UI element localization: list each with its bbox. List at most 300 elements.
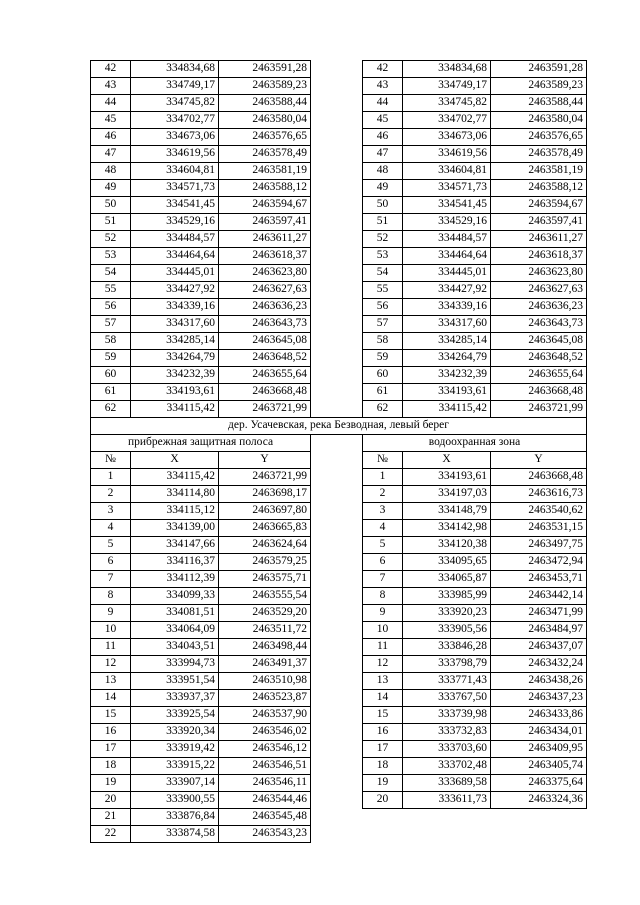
left-x-coordinate: 334427,92 <box>131 282 219 299</box>
right-y-coordinate: 2463497,75 <box>491 537 587 554</box>
gap-cell <box>311 758 363 775</box>
right-x-coordinate: 334834,68 <box>403 61 491 78</box>
right-y-coordinate: 2463578,49 <box>491 146 587 163</box>
right-point-number: 48 <box>363 163 403 180</box>
left-point-number: 13 <box>91 673 131 690</box>
right-x-coordinate: 334529,16 <box>403 214 491 231</box>
left-point-number: 11 <box>91 639 131 656</box>
left-x-coordinate: 333900,55 <box>131 792 219 809</box>
left-point-number: 9 <box>91 605 131 622</box>
left-point-number: 62 <box>91 401 131 418</box>
right-point-number: 47 <box>363 146 403 163</box>
table-row <box>91 146 587 163</box>
gap-cell <box>311 469 363 486</box>
left-y-coordinate: 2463655,64 <box>219 367 311 384</box>
left-x-coordinate: 333925,54 <box>131 707 219 724</box>
left-x-coordinate: 334115,12 <box>131 503 219 520</box>
right-point-number: 12 <box>363 656 403 673</box>
left-x-coordinate: 334064,09 <box>131 622 219 639</box>
table-row <box>91 673 587 690</box>
right-x-coordinate: 334264,79 <box>403 350 491 367</box>
left-x-coordinate: 334604,81 <box>131 163 219 180</box>
table-row <box>91 758 587 775</box>
right-x-coordinate: 333846,28 <box>403 639 491 656</box>
table-row <box>91 792 587 809</box>
table-row <box>91 350 587 367</box>
right-y-coordinate: 2463648,52 <box>491 350 587 367</box>
gap-cell <box>311 622 363 639</box>
right-point-number: 3 <box>363 503 403 520</box>
table-row <box>91 741 587 758</box>
table-row <box>91 639 587 656</box>
left-y-coordinate: 2463581,19 <box>219 163 311 180</box>
left-y-coordinate: 2463491,37 <box>219 656 311 673</box>
right-x-coordinate: 334148,79 <box>403 503 491 520</box>
right-point-number: 5 <box>363 537 403 554</box>
right-point-number: 57 <box>363 316 403 333</box>
section-header <box>91 418 587 469</box>
left-y-coordinate: 2463721,99 <box>219 469 311 486</box>
gap-cell <box>311 775 363 792</box>
table-row <box>91 622 587 639</box>
left-x-coordinate: 333920,34 <box>131 724 219 741</box>
left-y-coordinate: 2463588,12 <box>219 180 311 197</box>
left-point-number: 2 <box>91 486 131 503</box>
top-table-body <box>91 61 587 418</box>
left-x-coordinate: 334445,01 <box>131 265 219 282</box>
right-point-number: 51 <box>363 214 403 231</box>
right-x-coordinate: 334745,82 <box>403 95 491 112</box>
left-x-coordinate: 334115,42 <box>131 469 219 486</box>
right-col-y: Y <box>491 452 587 469</box>
left-col-no: № <box>91 452 131 469</box>
left-x-coordinate: 334571,73 <box>131 180 219 197</box>
right-x-coordinate: 333739,98 <box>403 707 491 724</box>
table-row <box>91 248 587 265</box>
left-y-coordinate: 2463624,64 <box>219 537 311 554</box>
right-x-coordinate: 334197,03 <box>403 486 491 503</box>
right-x-coordinate: 334427,92 <box>403 282 491 299</box>
right-y-coordinate: 2463616,73 <box>491 486 587 503</box>
right-col-x: X <box>403 452 491 469</box>
zone-heading-row <box>91 435 587 452</box>
table-row <box>91 554 587 571</box>
left-y-coordinate: 2463591,28 <box>219 61 311 78</box>
gap-cell <box>311 163 363 180</box>
right-y-coordinate: 2463405,74 <box>491 758 587 775</box>
left-x-coordinate: 334139,00 <box>131 520 219 537</box>
right-y-coordinate: 2463438,26 <box>491 673 587 690</box>
gap-cell <box>311 180 363 197</box>
right-point-number: 18 <box>363 758 403 775</box>
left-y-coordinate: 2463668,48 <box>219 384 311 401</box>
table-row <box>91 605 587 622</box>
right-x-coordinate: 334619,56 <box>403 146 491 163</box>
right-y-coordinate: 2463432,24 <box>491 656 587 673</box>
table-row <box>91 520 587 537</box>
gap-cell <box>311 826 363 843</box>
right-x-coordinate: 334193,61 <box>403 469 491 486</box>
right-y-coordinate <box>491 826 587 843</box>
gap-cell <box>311 520 363 537</box>
left-y-coordinate: 2463643,73 <box>219 316 311 333</box>
gap-cell <box>311 724 363 741</box>
left-x-coordinate: 334749,17 <box>131 78 219 95</box>
right-y-coordinate: 2463581,19 <box>491 163 587 180</box>
table-row <box>91 282 587 299</box>
left-x-coordinate: 334317,60 <box>131 316 219 333</box>
right-point-number: 1 <box>363 469 403 486</box>
table-row <box>91 112 587 129</box>
right-zone-heading: водоохранная зона <box>363 435 587 452</box>
left-x-coordinate: 334099,33 <box>131 588 219 605</box>
left-zone-heading: прибрежная защитная полоса <box>91 435 311 452</box>
right-point-number: 7 <box>363 571 403 588</box>
gap-cell <box>311 792 363 809</box>
left-y-coordinate: 2463698,17 <box>219 486 311 503</box>
left-y-coordinate: 2463546,02 <box>219 724 311 741</box>
table-row <box>91 214 587 231</box>
gap-cell <box>311 78 363 95</box>
left-y-coordinate: 2463498,44 <box>219 639 311 656</box>
table-row <box>91 588 587 605</box>
gap-cell <box>311 401 363 418</box>
table-row <box>91 61 587 78</box>
right-y-coordinate: 2463594,67 <box>491 197 587 214</box>
left-y-coordinate: 2463611,27 <box>219 231 311 248</box>
left-x-coordinate: 334702,77 <box>131 112 219 129</box>
table-row <box>91 724 587 741</box>
table-row <box>91 163 587 180</box>
right-y-coordinate: 2463623,80 <box>491 265 587 282</box>
right-y-coordinate: 2463471,99 <box>491 605 587 622</box>
gap-cell <box>311 537 363 554</box>
right-point-number: 20 <box>363 792 403 809</box>
right-y-coordinate: 2463721,99 <box>491 401 587 418</box>
right-point-number: 14 <box>363 690 403 707</box>
left-y-coordinate: 2463627,63 <box>219 282 311 299</box>
table-row <box>91 367 587 384</box>
left-x-coordinate: 334193,61 <box>131 384 219 401</box>
left-point-number: 16 <box>91 724 131 741</box>
left-point-number: 50 <box>91 197 131 214</box>
right-point-number: 8 <box>363 588 403 605</box>
right-y-coordinate: 2463433,86 <box>491 707 587 724</box>
gap-cell <box>311 95 363 112</box>
right-point-number: 54 <box>363 265 403 282</box>
right-y-coordinate: 2463437,23 <box>491 690 587 707</box>
left-point-number: 17 <box>91 741 131 758</box>
left-y-coordinate: 2463665,83 <box>219 520 311 537</box>
left-point-number: 51 <box>91 214 131 231</box>
right-y-coordinate: 2463324,36 <box>491 792 587 809</box>
right-point-number: 16 <box>363 724 403 741</box>
right-x-coordinate: 333771,43 <box>403 673 491 690</box>
left-y-coordinate: 2463597,41 <box>219 214 311 231</box>
left-col-x: X <box>131 452 219 469</box>
right-col-no: № <box>363 452 403 469</box>
right-y-coordinate: 2463580,04 <box>491 112 587 129</box>
right-point-number: 43 <box>363 78 403 95</box>
gap-cell <box>311 350 363 367</box>
left-point-number: 15 <box>91 707 131 724</box>
gap-cell <box>311 333 363 350</box>
left-point-number: 12 <box>91 656 131 673</box>
left-y-coordinate: 2463543,23 <box>219 826 311 843</box>
gap-cell <box>311 265 363 282</box>
left-x-coordinate: 334264,79 <box>131 350 219 367</box>
table-row <box>91 129 587 146</box>
table-row <box>91 316 587 333</box>
table-row <box>91 231 587 248</box>
left-y-coordinate: 2463523,87 <box>219 690 311 707</box>
coordinates-table <box>90 60 587 843</box>
left-x-coordinate: 334339,16 <box>131 299 219 316</box>
right-x-coordinate: 334232,39 <box>403 367 491 384</box>
table-row <box>91 78 587 95</box>
right-point-number: 61 <box>363 384 403 401</box>
left-y-coordinate: 2463579,25 <box>219 554 311 571</box>
left-y-coordinate: 2463546,12 <box>219 741 311 758</box>
right-x-coordinate: 334339,16 <box>403 299 491 316</box>
left-y-coordinate: 2463575,71 <box>219 571 311 588</box>
left-y-coordinate: 2463511,72 <box>219 622 311 639</box>
left-y-coordinate: 2463510,98 <box>219 673 311 690</box>
table-row <box>91 809 587 826</box>
gap-cell <box>311 435 363 452</box>
right-y-coordinate: 2463409,95 <box>491 741 587 758</box>
left-point-number: 1 <box>91 469 131 486</box>
left-y-coordinate: 2463578,49 <box>219 146 311 163</box>
table-row <box>91 775 587 792</box>
left-point-number: 21 <box>91 809 131 826</box>
right-x-coordinate <box>403 826 491 843</box>
right-x-coordinate: 333798,79 <box>403 656 491 673</box>
left-x-coordinate: 333876,84 <box>131 809 219 826</box>
gap-cell <box>311 146 363 163</box>
right-y-coordinate: 2463589,23 <box>491 78 587 95</box>
table-row <box>91 469 587 486</box>
left-point-number: 5 <box>91 537 131 554</box>
right-point-number: 58 <box>363 333 403 350</box>
gap-cell <box>311 809 363 826</box>
gap-cell <box>311 112 363 129</box>
left-point-number: 48 <box>91 163 131 180</box>
left-x-coordinate: 333919,42 <box>131 741 219 758</box>
left-point-number: 10 <box>91 622 131 639</box>
left-point-number: 49 <box>91 180 131 197</box>
gap-cell <box>311 299 363 316</box>
right-point-number <box>363 809 403 826</box>
right-y-coordinate: 2463588,44 <box>491 95 587 112</box>
left-y-coordinate: 2463544,46 <box>219 792 311 809</box>
gap-cell <box>311 384 363 401</box>
left-point-number: 53 <box>91 248 131 265</box>
gap-cell <box>311 554 363 571</box>
right-point-number: 6 <box>363 554 403 571</box>
right-x-coordinate: 334317,60 <box>403 316 491 333</box>
left-x-coordinate: 334116,37 <box>131 554 219 571</box>
gap-cell <box>311 707 363 724</box>
right-y-coordinate: 2463434,01 <box>491 724 587 741</box>
right-point-number: 13 <box>363 673 403 690</box>
left-point-number: 19 <box>91 775 131 792</box>
left-point-number: 4 <box>91 520 131 537</box>
left-x-coordinate: 333874,58 <box>131 826 219 843</box>
right-x-coordinate: 334193,61 <box>403 384 491 401</box>
left-y-coordinate: 2463594,67 <box>219 197 311 214</box>
left-point-number: 3 <box>91 503 131 520</box>
left-point-number: 55 <box>91 282 131 299</box>
section-title: дер. Усачевская, река Безводная, левый берег <box>91 418 587 435</box>
left-x-coordinate: 334619,56 <box>131 146 219 163</box>
left-y-coordinate: 2463645,08 <box>219 333 311 350</box>
right-x-coordinate: 333702,48 <box>403 758 491 775</box>
table-row <box>91 571 587 588</box>
right-point-number: 60 <box>363 367 403 384</box>
right-point-number: 44 <box>363 95 403 112</box>
right-x-coordinate: 333732,83 <box>403 724 491 741</box>
left-x-coordinate: 334115,42 <box>131 401 219 418</box>
right-point-number: 50 <box>363 197 403 214</box>
left-point-number: 54 <box>91 265 131 282</box>
right-x-coordinate: 334464,64 <box>403 248 491 265</box>
left-point-number: 52 <box>91 231 131 248</box>
right-x-coordinate: 334702,77 <box>403 112 491 129</box>
left-point-number: 46 <box>91 129 131 146</box>
right-x-coordinate: 334065,87 <box>403 571 491 588</box>
left-x-coordinate: 334043,51 <box>131 639 219 656</box>
bottom-table-body <box>91 469 587 843</box>
gap-cell <box>311 231 363 248</box>
right-y-coordinate: 2463611,27 <box>491 231 587 248</box>
table-row <box>91 486 587 503</box>
left-point-number: 57 <box>91 316 131 333</box>
table-row <box>91 95 587 112</box>
right-y-coordinate: 2463484,97 <box>491 622 587 639</box>
left-x-coordinate: 333937,37 <box>131 690 219 707</box>
table-row <box>91 384 587 401</box>
table-row <box>91 197 587 214</box>
left-y-coordinate: 2463529,20 <box>219 605 311 622</box>
table-row <box>91 265 587 282</box>
table-row <box>91 537 587 554</box>
right-x-coordinate: 333689,58 <box>403 775 491 792</box>
left-point-number: 58 <box>91 333 131 350</box>
right-y-coordinate: 2463437,07 <box>491 639 587 656</box>
right-x-coordinate: 334142,98 <box>403 520 491 537</box>
left-y-coordinate: 2463545,48 <box>219 809 311 826</box>
right-x-coordinate: 334484,57 <box>403 231 491 248</box>
left-y-coordinate: 2463721,99 <box>219 401 311 418</box>
left-x-coordinate: 334529,16 <box>131 214 219 231</box>
section-title-row <box>91 418 587 435</box>
left-point-number: 8 <box>91 588 131 605</box>
left-y-coordinate: 2463623,80 <box>219 265 311 282</box>
left-y-coordinate: 2463636,23 <box>219 299 311 316</box>
left-point-number: 61 <box>91 384 131 401</box>
right-y-coordinate <box>491 809 587 826</box>
right-point-number: 59 <box>363 350 403 367</box>
right-y-coordinate: 2463645,08 <box>491 333 587 350</box>
right-y-coordinate: 2463588,12 <box>491 180 587 197</box>
left-x-coordinate: 334112,39 <box>131 571 219 588</box>
gap-cell <box>311 282 363 299</box>
table-row <box>91 690 587 707</box>
left-y-coordinate: 2463648,52 <box>219 350 311 367</box>
gap-cell <box>311 741 363 758</box>
gap-cell <box>311 129 363 146</box>
gap-cell <box>311 588 363 605</box>
left-y-coordinate: 2463589,23 <box>219 78 311 95</box>
left-point-number: 56 <box>91 299 131 316</box>
left-point-number: 42 <box>91 61 131 78</box>
right-y-coordinate: 2463627,63 <box>491 282 587 299</box>
right-y-coordinate: 2463531,15 <box>491 520 587 537</box>
left-y-coordinate: 2463546,51 <box>219 758 311 775</box>
table-row <box>91 656 587 673</box>
right-point-number: 56 <box>363 299 403 316</box>
left-x-coordinate: 333994,73 <box>131 656 219 673</box>
right-x-coordinate: 334115,42 <box>403 401 491 418</box>
gap-cell <box>311 656 363 673</box>
left-point-number: 18 <box>91 758 131 775</box>
left-point-number: 43 <box>91 78 131 95</box>
right-y-coordinate: 2463655,64 <box>491 367 587 384</box>
left-x-coordinate: 334081,51 <box>131 605 219 622</box>
right-y-coordinate: 2463618,37 <box>491 248 587 265</box>
gap-cell <box>311 214 363 231</box>
left-point-number: 6 <box>91 554 131 571</box>
left-x-coordinate: 334673,06 <box>131 129 219 146</box>
left-x-coordinate: 333951,54 <box>131 673 219 690</box>
right-x-coordinate <box>403 809 491 826</box>
left-x-coordinate: 334147,66 <box>131 537 219 554</box>
right-y-coordinate: 2463591,28 <box>491 61 587 78</box>
left-point-number: 47 <box>91 146 131 163</box>
right-x-coordinate: 333703,60 <box>403 741 491 758</box>
right-point-number: 62 <box>363 401 403 418</box>
right-x-coordinate: 333905,56 <box>403 622 491 639</box>
right-point-number: 10 <box>363 622 403 639</box>
left-x-coordinate: 334464,64 <box>131 248 219 265</box>
right-x-coordinate: 334445,01 <box>403 265 491 282</box>
gap-cell <box>311 673 363 690</box>
left-x-coordinate: 334484,57 <box>131 231 219 248</box>
right-x-coordinate: 333985,99 <box>403 588 491 605</box>
column-header-row <box>91 452 587 469</box>
left-y-coordinate: 2463697,80 <box>219 503 311 520</box>
right-y-coordinate: 2463636,23 <box>491 299 587 316</box>
right-y-coordinate: 2463442,14 <box>491 588 587 605</box>
table-row <box>91 503 587 520</box>
right-point-number: 45 <box>363 112 403 129</box>
right-x-coordinate: 333611,73 <box>403 792 491 809</box>
left-y-coordinate: 2463588,44 <box>219 95 311 112</box>
left-point-number: 59 <box>91 350 131 367</box>
gap-cell <box>311 248 363 265</box>
left-point-number: 7 <box>91 571 131 588</box>
right-x-coordinate: 334749,17 <box>403 78 491 95</box>
left-point-number: 60 <box>91 367 131 384</box>
right-point-number: 53 <box>363 248 403 265</box>
right-y-coordinate: 2463668,48 <box>491 469 587 486</box>
left-x-coordinate: 334745,82 <box>131 95 219 112</box>
right-x-coordinate: 334120,38 <box>403 537 491 554</box>
right-point-number: 46 <box>363 129 403 146</box>
gap-cell <box>311 486 363 503</box>
table-row <box>91 401 587 418</box>
